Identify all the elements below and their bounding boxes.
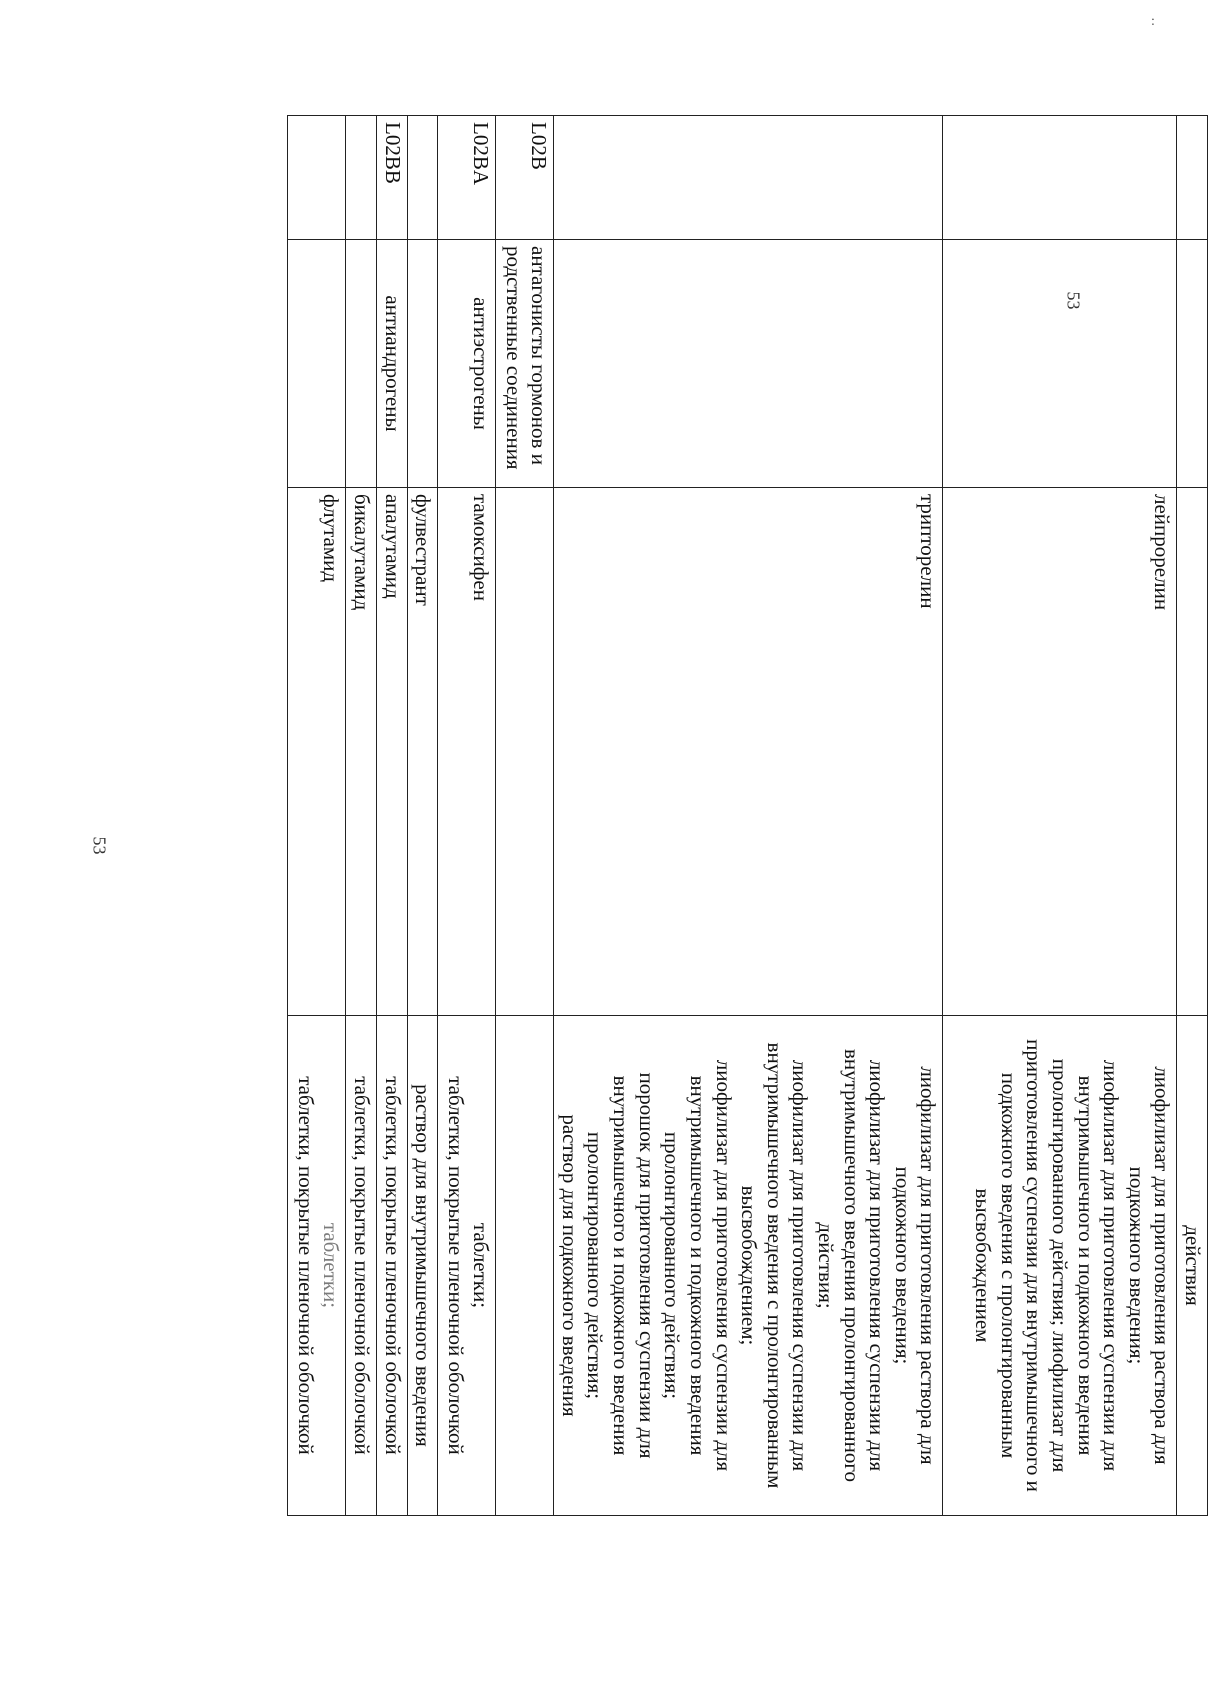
- dosage-form-item: таблетки, покрытые пленочной оболочкой: [350, 1076, 375, 1455]
- drug-name: трипторелин: [554, 488, 943, 1016]
- dosage-forms: [943, 1016, 1177, 1516]
- drug-name: [496, 488, 554, 1016]
- drug-name: апалутамид: [377, 488, 408, 1016]
- rotated-table-container: [158, 115, 1208, 1515]
- dosage-form-item: порошок для приготовления суспензии для внутримышечного и подкожного введения пролонгированного действия;: [583, 1072, 659, 1459]
- dosage-form-item: таблетки, покрытые пленочной оболочкой: [443, 1076, 468, 1455]
- dosage-form-item: лиофилизат для приготовления раствора для подкожного введения;: [890, 1066, 941, 1465]
- dosage-form-item: таблетки;: [319, 1222, 344, 1309]
- table-row: [346, 116, 377, 1516]
- dosage-forms: [496, 1016, 554, 1516]
- group-cell: [554, 240, 943, 488]
- code-cell: [943, 116, 1177, 240]
- page-number-left: 53: [89, 836, 110, 855]
- drug-name: флутамид: [288, 488, 346, 1016]
- dosage-form-item: лиофилизат для приготовления раствора для подкожного введения;: [1124, 1066, 1175, 1465]
- dosage-forms: [346, 1016, 377, 1516]
- header-continuation: действия: [1177, 1016, 1208, 1516]
- code-cell: [1177, 116, 1208, 240]
- dosage-forms: [377, 1016, 408, 1516]
- name-cell: [1177, 488, 1208, 1016]
- dosage-form-item: таблетки;: [469, 1222, 494, 1309]
- table-row: [438, 116, 496, 1516]
- dosage-form-item: таблетки, покрытые пленочной оболочкой: [293, 1076, 318, 1455]
- drug-name: тамоксифен: [438, 488, 496, 1016]
- dosage-forms: [288, 1016, 346, 1516]
- code-cell: [554, 116, 943, 240]
- group-cell: [1177, 240, 1208, 488]
- drug-name: фулвестрант: [407, 488, 438, 1016]
- scan-dots: :: [1151, 14, 1155, 29]
- dosage-forms: [407, 1016, 438, 1516]
- code-cell: [288, 116, 346, 240]
- dosage-form-item: лиофилизат для приготовления суспензии для внутримышечного введения с пролонгированным высвобождением;: [737, 1042, 813, 1489]
- group-name: антиандрогены: [377, 240, 408, 488]
- table-row: [407, 116, 438, 1516]
- drug-name: бикалутамид: [346, 488, 377, 1016]
- dosage-form-item: раствор для подкожного введения: [557, 1114, 582, 1417]
- dosage-forms: [438, 1016, 496, 1516]
- group-name: антиэстрогены: [438, 240, 496, 488]
- table-row: [943, 116, 1177, 1516]
- table-row: [496, 116, 554, 1516]
- table-row: [554, 116, 943, 1516]
- dosage-form-item: лиофилизат для приготовления суспензии для внутримышечного и подкожного введения пролонгированного действия;: [660, 1059, 736, 1472]
- dosage-forms: [554, 1016, 943, 1516]
- table-row: [377, 116, 408, 1516]
- atc-code: L02BB: [377, 116, 408, 240]
- code-cell: [346, 116, 377, 240]
- dosage-form-item: таблетки, покрытые пленочной оболочкой: [380, 1076, 405, 1455]
- table-row: [288, 116, 346, 1516]
- group-cell: [943, 240, 1177, 488]
- group-cell: [346, 240, 377, 488]
- drug-table: [287, 115, 1208, 1516]
- atc-code: L02B: [496, 116, 554, 240]
- group-cell: [407, 240, 438, 488]
- dosage-form-item: лиофилизат для приготовления суспензии для внутримышечного и подкожного введения пролонгированного действия; лиофилизат для приготовления суспензии для внутримышечного и подкожного введения с пролонгированным высвобождением: [971, 1039, 1124, 1492]
- table-row: [1177, 116, 1208, 1516]
- drug-name: лейпрорелин: [943, 488, 1177, 1016]
- dosage-form-item: раствор для внутримышечного введения: [411, 1084, 436, 1447]
- atc-code: L02BA: [438, 116, 496, 240]
- code-cell: [407, 116, 438, 240]
- dosage-form-item: лиофилизат для приготовления суспензии для внутримышечного введения пролонгированного действия;: [813, 1048, 890, 1483]
- group-name: антагонисты гормонов и родственные соединения: [496, 240, 554, 488]
- page-number-right: 53: [1063, 291, 1084, 310]
- group-cell: [288, 240, 346, 488]
